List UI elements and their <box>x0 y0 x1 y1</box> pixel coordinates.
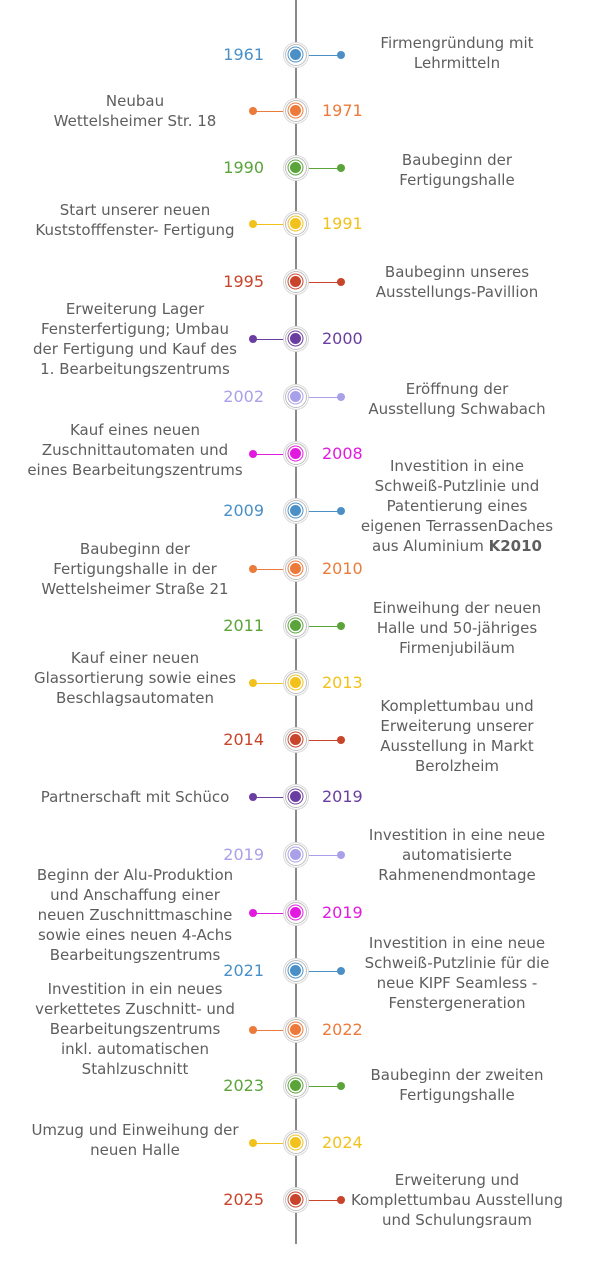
entry-year: 1961 <box>223 45 264 64</box>
entry-description <box>15 539 255 599</box>
entry-text: Einweihung der neuen Halle und 50-jähriges Firmenjubiläum <box>372 599 542 657</box>
timeline-node-icon <box>285 328 307 350</box>
entry-year: 2014 <box>223 730 264 749</box>
timeline-node-icon <box>285 672 307 694</box>
entry-year: 2008 <box>322 444 363 463</box>
connector-dot <box>337 164 345 172</box>
entry-description <box>15 787 255 807</box>
connector-dot <box>337 736 345 744</box>
entry-description <box>347 33 567 73</box>
entry-description <box>347 379 567 419</box>
entry-description <box>347 456 567 556</box>
timeline-node-icon <box>285 213 307 235</box>
timeline-node-icon <box>285 443 307 465</box>
entry-year: 2000 <box>322 329 363 348</box>
entry-text: Umzug und Einweihung der neuen Halle <box>31 1121 239 1159</box>
timeline-node-icon <box>285 844 307 866</box>
entry-description <box>347 933 567 1013</box>
timeline-node-icon <box>285 558 307 580</box>
entry-year: 1990 <box>223 158 264 177</box>
timeline-node-icon <box>285 1132 307 1154</box>
timeline-node-icon <box>285 157 307 179</box>
entry-description <box>347 1170 567 1230</box>
entry-text: Baubeginn der Fertigungshalle <box>399 151 515 189</box>
entry-year: 2009 <box>223 501 264 520</box>
connector-dot <box>337 393 345 401</box>
timeline-node-icon <box>285 960 307 982</box>
entry-text: Investition in ein neues verkettetes Zuschnitt- und Bearbeitungszentrums inkl. automatischen Stahlzuschnitt <box>35 980 235 1078</box>
connector-dot <box>337 278 345 286</box>
timeline-node-icon <box>285 729 307 751</box>
timeline-node-icon <box>285 615 307 637</box>
entry-text: Baubeginn der Fertigungshalle in der Wettelsheimer Straße 21 <box>41 540 229 598</box>
connector-dot <box>337 622 345 630</box>
timeline-node-icon <box>285 786 307 808</box>
entry-description <box>15 979 255 1079</box>
entry-description <box>347 598 567 658</box>
timeline-node-icon <box>285 271 307 293</box>
entry-description <box>347 696 567 776</box>
entry-description <box>15 299 255 379</box>
entry-year: 2013 <box>322 673 363 692</box>
entry-year: 2022 <box>322 1020 363 1039</box>
entry-text: Beginn der Alu-Produktion und Anschaffung einer neuen Zuschnittmaschine sowie eines neuen 4-Achs Bearbeitungszentrums <box>36 866 234 964</box>
entry-year: 2002 <box>223 387 264 406</box>
entry-text: Investition in eine neue Schweiß-Putzlinie für die neue KIPF Seamless - Fenstergeneration <box>364 934 550 1012</box>
entry-description <box>15 420 255 480</box>
entry-year: 2024 <box>322 1133 363 1152</box>
entry-text: Kauf einer neuen Glassortierung sowie eines Beschlagsautomaten <box>33 649 237 707</box>
entry-description <box>15 1120 255 1160</box>
entry-year: 2019 <box>223 845 264 864</box>
entry-year: 2010 <box>322 559 363 578</box>
entry-description <box>347 150 567 190</box>
entry-text: Erweiterung und Komplettumbau Ausstellung und Schulungsraum <box>350 1171 564 1229</box>
timeline-node-icon <box>285 1019 307 1041</box>
connector-dot <box>337 851 345 859</box>
entry-text: Investition in eine Schweiß-Putzlinie und Patentierung eines eigenen TerrassenDaches aus Aluminium <box>360 457 554 555</box>
entry-text: Partnerschaft mit Schüco <box>40 788 230 806</box>
entry-product-name: K2010 <box>488 537 542 555</box>
entry-description <box>347 825 567 885</box>
entry-description <box>15 200 255 240</box>
entry-year: 1995 <box>223 272 264 291</box>
connector-dot <box>337 507 345 515</box>
entry-description <box>15 865 255 965</box>
entry-description <box>347 1065 567 1105</box>
entry-description <box>347 262 567 302</box>
connector-dot <box>337 51 345 59</box>
entry-year: 2021 <box>223 961 264 980</box>
timeline-node-icon <box>285 100 307 122</box>
entry-text: Baubeginn der zweiten Fertigungshalle <box>370 1066 544 1104</box>
timeline-node-icon <box>285 1075 307 1097</box>
entry-text: Komplettumbau und Erweiterung unserer Ausstellung in Markt Berolzheim <box>380 697 534 775</box>
entry-year: 2019 <box>322 903 363 922</box>
connector-dot <box>337 1082 345 1090</box>
entry-text: Eröffnung der Ausstellung Schwabach <box>368 380 546 418</box>
timeline-node-icon <box>285 500 307 522</box>
entry-year: 1971 <box>322 101 363 120</box>
entry-text: Start unserer neuen Kuststofffenster- Fertigung <box>35 201 235 239</box>
entry-text: Kauf eines neuen Zuschnittautomaten und eines Bearbeitungszentrums <box>27 421 243 479</box>
entry-year: 2011 <box>223 616 264 635</box>
entry-year: 2025 <box>223 1190 264 1209</box>
timeline-node-icon <box>285 902 307 924</box>
entry-description <box>15 648 255 708</box>
entry-description <box>15 91 255 131</box>
entry-text: Neubau Wettelsheimer Str. 18 <box>53 92 217 130</box>
entry-year: 2019 <box>322 787 363 806</box>
entry-text: Investition in eine neue automatisierte Rahmenendmontage <box>368 826 546 884</box>
entry-text: Baubeginn unseres Ausstellungs-Pavillion <box>375 263 539 301</box>
timeline-node-icon <box>285 1189 307 1211</box>
entry-year: 2023 <box>223 1076 264 1095</box>
entry-text: Firmengründung mit Lehrmitteln <box>380 34 534 72</box>
connector-dot <box>337 967 345 975</box>
entry-year: 1991 <box>322 214 363 233</box>
entry-text: Erweiterung Lager Fensterfertigung; Umbau der Fertigung und Kauf des 1. Bearbeitungszentrums <box>33 300 237 378</box>
timeline-node-icon <box>285 44 307 66</box>
connector-dot <box>337 1196 345 1204</box>
timeline-node-icon <box>285 386 307 408</box>
